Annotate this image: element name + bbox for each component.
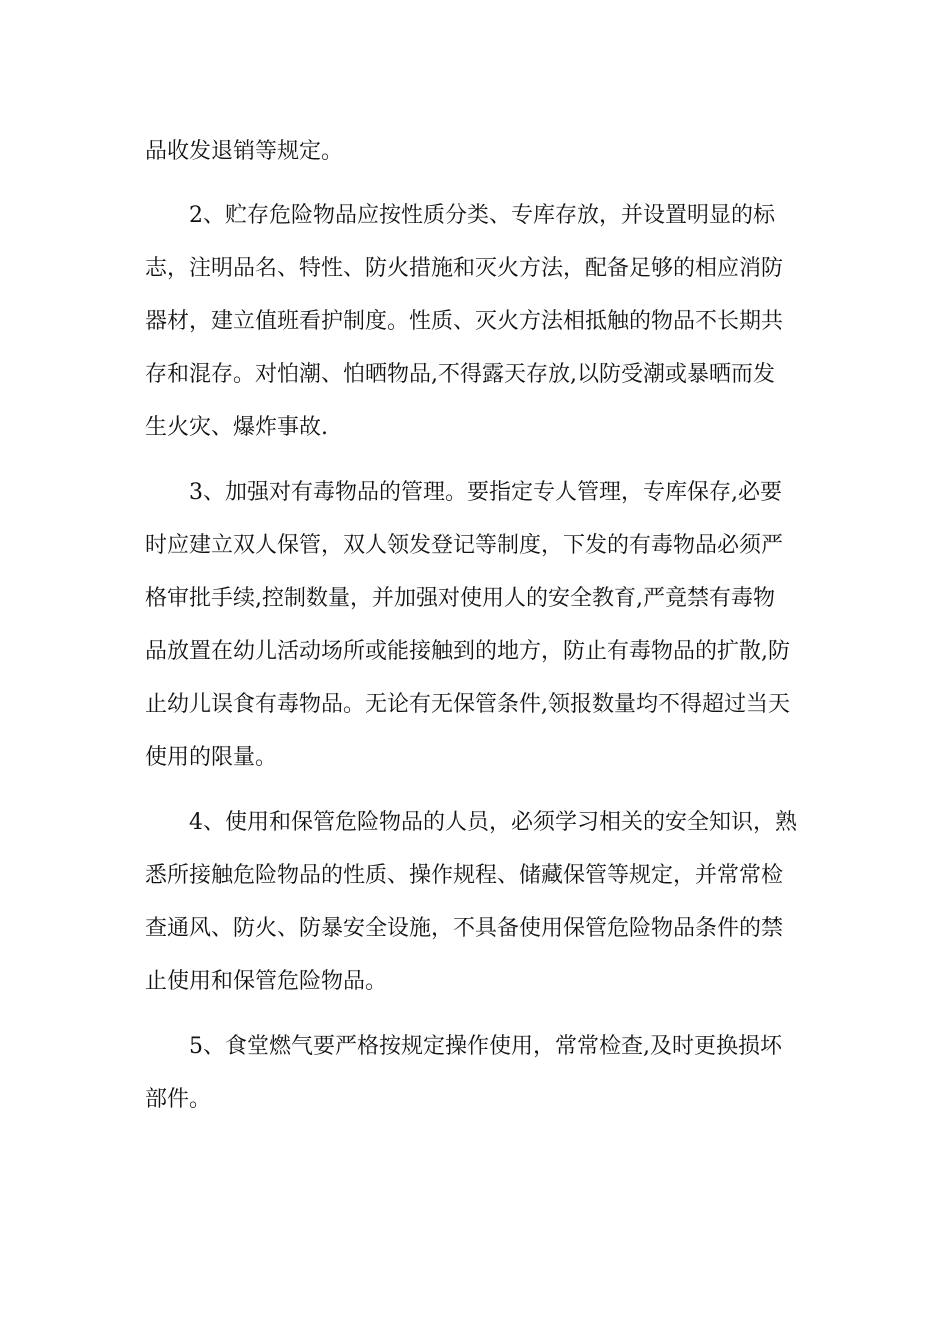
paragraph-3-line-1: 3、加强对有毒物品的管理。要指定专人管理，专库保存,必要 <box>189 480 782 505</box>
paragraph-2-line-3: 器材，建立值班看护制度。性质、灭火方法相抵触的物品不长期共 <box>145 309 784 334</box>
paragraph-3-line-2: 时应建立双人保管，双人领发登记等制度，下发的有毒物品必须严 <box>145 533 784 558</box>
paragraph-2-line-5: 生火灾、爆炸事故. <box>145 415 328 440</box>
paragraph-2-line-2: 志，注明品名、特性、防火措施和灭火方法，配备足够的相应消防 <box>145 256 784 281</box>
paragraph-2-line-1: 2、贮存危险物品应按性质分类、专库存放，并设置明显的标 <box>189 203 775 228</box>
paragraph-3-line-3: 格审批手续,控制数量，并加强对使用人的安全教育,严竟禁有毒物 <box>145 586 775 611</box>
paragraph-continuation-line-1: 品收发退销等规定。 <box>145 139 344 164</box>
paragraph-4-line-2: 悉所接触危险物品的性质、操作规程、储藏保管等规定，并常常检 <box>145 863 784 888</box>
paragraph-4-line-1: 4、使用和保管危险物品的人员，必须学习相关的安全知识，熟 <box>189 810 797 835</box>
paragraph-4-line-3: 查通风、防火、防暴安全设施，不具备使用保管危险物品条件的禁 <box>145 916 784 941</box>
paragraph-4-line-4: 止使用和保管危险物品。 <box>145 969 388 994</box>
paragraph-3-line-5: 止幼儿误食有毒物品。无论有无保管条件,领报数量均不得超过当天 <box>145 692 790 717</box>
paragraph-3-line-4: 品放置在幼儿活动场所或能接触到的地方，防止有毒物品的扩散,防 <box>145 639 790 664</box>
paragraph-3-line-6: 使用的限量。 <box>145 745 278 770</box>
paragraph-5-line-2: 部件。 <box>145 1087 212 1112</box>
paragraph-5-line-1: 5、食堂燃气要严格按规定操作使用，常常检查,及时更换损坏 <box>189 1034 782 1059</box>
paragraph-2-line-4: 存和混存。对怕潮、怕晒物品,不得露天存放,以防受潮或暴晒而发 <box>145 362 775 387</box>
